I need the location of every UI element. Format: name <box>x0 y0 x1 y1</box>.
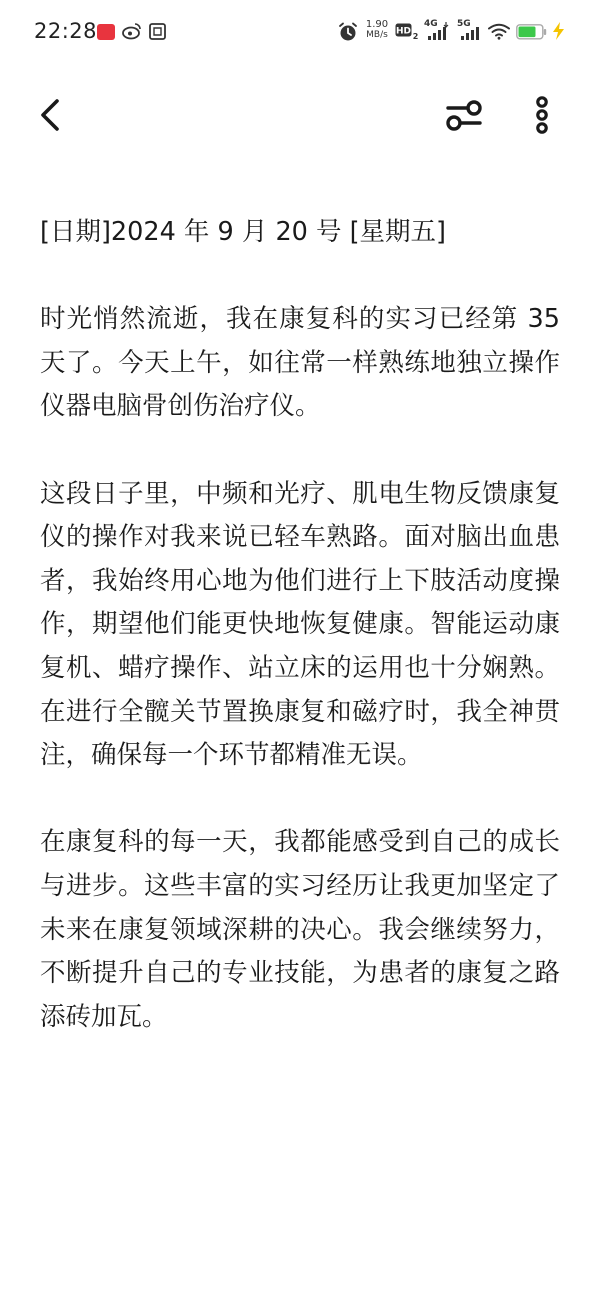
network-type-2-label: 5G <box>457 19 471 29</box>
weibo-icon <box>122 22 142 44</box>
network-speed <box>362 20 392 40</box>
chevron-left-icon <box>32 94 72 136</box>
app-square-icon <box>149 23 166 44</box>
vertical-dots-icon <box>522 94 562 136</box>
svg-text:2: 2 <box>412 32 419 40</box>
alarm-icon <box>338 22 358 46</box>
note-paragraph-3[interactable]: 在康复科的每一天，我都能感受到自己的成长与进步。这些丰富的实习经历让我更加坚定了未来在康复领域深耕的决心。我会继续努力，不断提升自己的专业技能，为患者的康复之路添砖加瓦。 <box>40 827 560 1032</box>
cellular-signal-2-icon <box>457 20 485 42</box>
more-options-button[interactable] <box>522 94 562 136</box>
app-notification-icon <box>97 24 115 40</box>
sliders-icon <box>442 94 486 136</box>
cellular-signal-1-icon <box>424 20 452 42</box>
note-date-line[interactable]: [日期]2024 年 9 月 20 号 [星期五] <box>40 217 446 247</box>
note-paragraph-2[interactable]: 这段日子里，中频和光疗、肌电生物反馈康复仪的操作对我来说已轻车熟路。面对脑出血患者，我始终用心地为他们进行上下肢活动度操作，期望他们能更快地恢复健康。智能运动康复机、蜡疗操作、站立床的运用也十分娴熟。在进行全髋关节置换康复和磁疗时，我全神贯注，确保每一个环节都精准无误。 <box>40 478 560 771</box>
status-time: 22:28 <box>34 19 98 43</box>
svg-text:HD: HD <box>395 26 412 37</box>
wifi-icon <box>488 23 510 44</box>
battery-icon <box>516 24 547 44</box>
network-speed-unit: MB/s <box>366 30 388 40</box>
note-editor[interactable] <box>40 211 560 1039</box>
status-bar <box>0 0 600 64</box>
note-paragraph-1[interactable]: 时光悄然流逝，我在康复科的实习已经第 35 天了。今天上午，如往常一样熟练地独立操作仪器电脑骨创伤治疗仪。 <box>40 304 560 422</box>
hd-volte-icon <box>395 23 419 44</box>
back-button[interactable] <box>32 94 72 136</box>
network-type-1-label: 4G <box>424 19 438 29</box>
charging-bolt-icon <box>550 21 566 45</box>
network-speed-value: 1.90 <box>365 19 389 30</box>
filter-button[interactable] <box>442 94 486 136</box>
